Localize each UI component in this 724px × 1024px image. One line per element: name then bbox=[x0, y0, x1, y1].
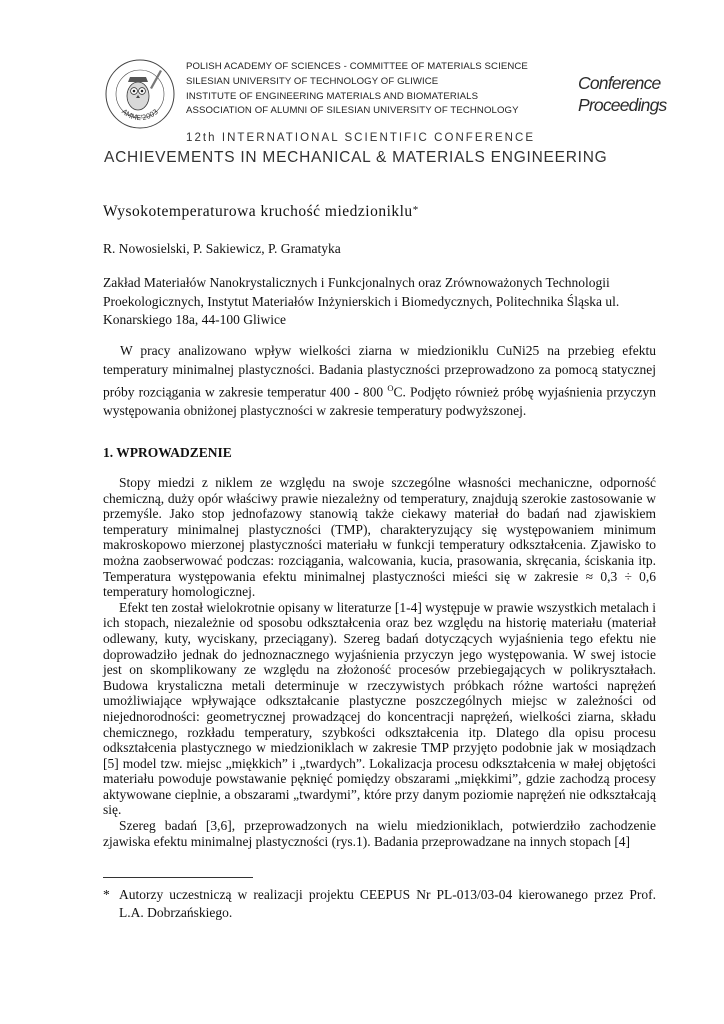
proceedings-line: Proceedings bbox=[578, 95, 667, 115]
section-heading: 1. WPROWADZENIE bbox=[103, 445, 232, 460]
title-footnote-mark: * bbox=[412, 204, 419, 216]
paper-affiliation: Zakład Materiałów Nanokrystalicznych i Funkcjonalnych oraz Zrównoważonych Technologii Proekologicznych, Instytut Materiałów Inżynierskich i Biomedycznych, Politechnika Śląska ul. Konarskiego 18a, 44-100 Gliwice bbox=[103, 275, 620, 327]
body-paragraph: Szereg badań [3,6], przeprowadzonych na wielu miedzioniklach, potwierdziło zachodzenie zjawiska efektu minimalnej plastyczności (rys.1). Badania przeprowadzane na innych stopach [4] bbox=[103, 818, 656, 849]
abstract-text-start: W pracy analizowano wpływ wielkości ziarna w miedzioniklu CuNi25 na przebieg efektu temperatury minimalnej plastyczności. Badania plastyczności przeprowadzono za pomocą statycznej próby rozciągania w zakresie temperatur 400 - 800 bbox=[103, 343, 656, 400]
conference-edition: 12th INTERNATIONAL SCIENTIFIC CONFERENCE bbox=[186, 132, 536, 144]
institution-list bbox=[186, 60, 528, 119]
institution-line: SILESIAN UNIVERSITY OF TECHNOLOGY OF GLIWICE bbox=[186, 75, 439, 87]
paper-title-text: Wysokotemperaturowa kruchość miedzioniklu bbox=[103, 203, 413, 220]
footnote bbox=[103, 886, 656, 922]
conference-header bbox=[104, 58, 667, 176]
owl-logo-icon bbox=[104, 58, 176, 130]
paper-authors: R. Nowosielski, P. Sakiewicz, P. Gramatyka bbox=[103, 241, 341, 256]
paper-abstract bbox=[103, 342, 656, 421]
body-paragraph: Efekt ten został wielokrotnie opisany w literaturze [1-4] występuje w prawie wszystkich metalach i ich stopach, niezależnie od sposobu odkształcenia oraz bez względu na historię materiału (materiał odlewany, kuty, wyciskany, przeciągany). Szereg badań dotyczących wyjaśnienia tego efektu nie doprowadziło jednak do jednoznacznego wyjaśnienia przyczyn jego występowania. W swej istocie jest on skomplikowany ze względu na złożoność procesów przebiegających w polikryształach. Budowa krystaliczna metali determinuje w rzeczywistych próbkach różne wartości naprężeń umożliwiające wpływające odkształcanie plastyczne poszczególnych miejsc w zależności od niejednorodności: geometrycznej prowadzącej do koncentracji naprężeń, wielkości ziarna, składu chemicznego, rozkładu temperatury, szybkości odkształcenia itp. Dlatego dla opisu procesu odkształcenia plastycznego w miedzioniklach w zakresie TMP przyjęto podobnie jak w mosiądzach [5] model tzw. miejsc „miękkich” i „twardych”. Lokalizacja procesu odkształcenia w małej objętości materiału powoduje powstawanie pęknięć pomiędzy obszarami „miękkimi”, gdzie zachodzą procesy aktywowane cieplnie, a obszarami „twardymi”, które przy danym poziomie naprężeń nie odkształcają się. bbox=[103, 599, 656, 818]
section-body bbox=[103, 475, 656, 849]
footnote-mark: * bbox=[103, 887, 110, 902]
conference-proceedings-label bbox=[578, 72, 667, 116]
institution-line: INSTITUTE OF ENGINEERING MATERIALS AND BIOMATERIALS bbox=[186, 90, 479, 102]
footnote-divider bbox=[103, 877, 253, 878]
paper-title bbox=[103, 203, 419, 221]
abstract-text-end: C. Podjęto również próbę wyjaśnienia przyczyn występowania obniżonej plastyczności w zakresie temperatury podwyższonej. bbox=[103, 384, 656, 418]
proceedings-line: Conference bbox=[578, 73, 661, 93]
institution-line: POLISH ACADEMY OF SCIENCES - COMMITTEE OF MATERIALS SCIENCE bbox=[186, 61, 528, 72]
logo-text: AMME'2003 bbox=[120, 107, 160, 123]
institution-line: ASSOCIATION OF ALUMNI OF SILESIAN UNIVERSITY OF TECHNOLOGY bbox=[186, 105, 519, 117]
degree-symbol: O bbox=[387, 383, 394, 393]
conference-title: ACHIEVEMENTS IN MECHANICAL & MATERIALS ENGINEERING bbox=[104, 149, 608, 166]
footnote-text: Autorzy uczestniczą w realizacji projektu CEEPUS Nr PL-013/03-04 kierowanego przez Prof. L.A. Dobrzańskiego. bbox=[119, 887, 656, 920]
body-paragraph: Stopy miedzi z niklem ze względu na swoje szczególne własności mechaniczne, odporność chemiczną, duży opór właściwy prawie niezależny od temperatury, znajdują szerokie zastosowanie w przemyśle. Jako stop jednofazowy stanowią także ciekawy materiał do badań nad zjawiskiem temperatury minimalnej plastyczności (TMP), charakteryzujący się występowaniem minimum makroskopowo mierzonej plastyczności materiału w funkcji temperatury odkształcenia. Zjawisko to można zaobserwować podczas: rozciągania, walcowania, kucia, prasowania, skręcania, ściskania itp. Temperatura występowania efektu minimalnej plastyczności mieści się w zakresie ≈ 0,3 ÷ 0,6 temperatury homologicznej. bbox=[103, 475, 656, 600]
